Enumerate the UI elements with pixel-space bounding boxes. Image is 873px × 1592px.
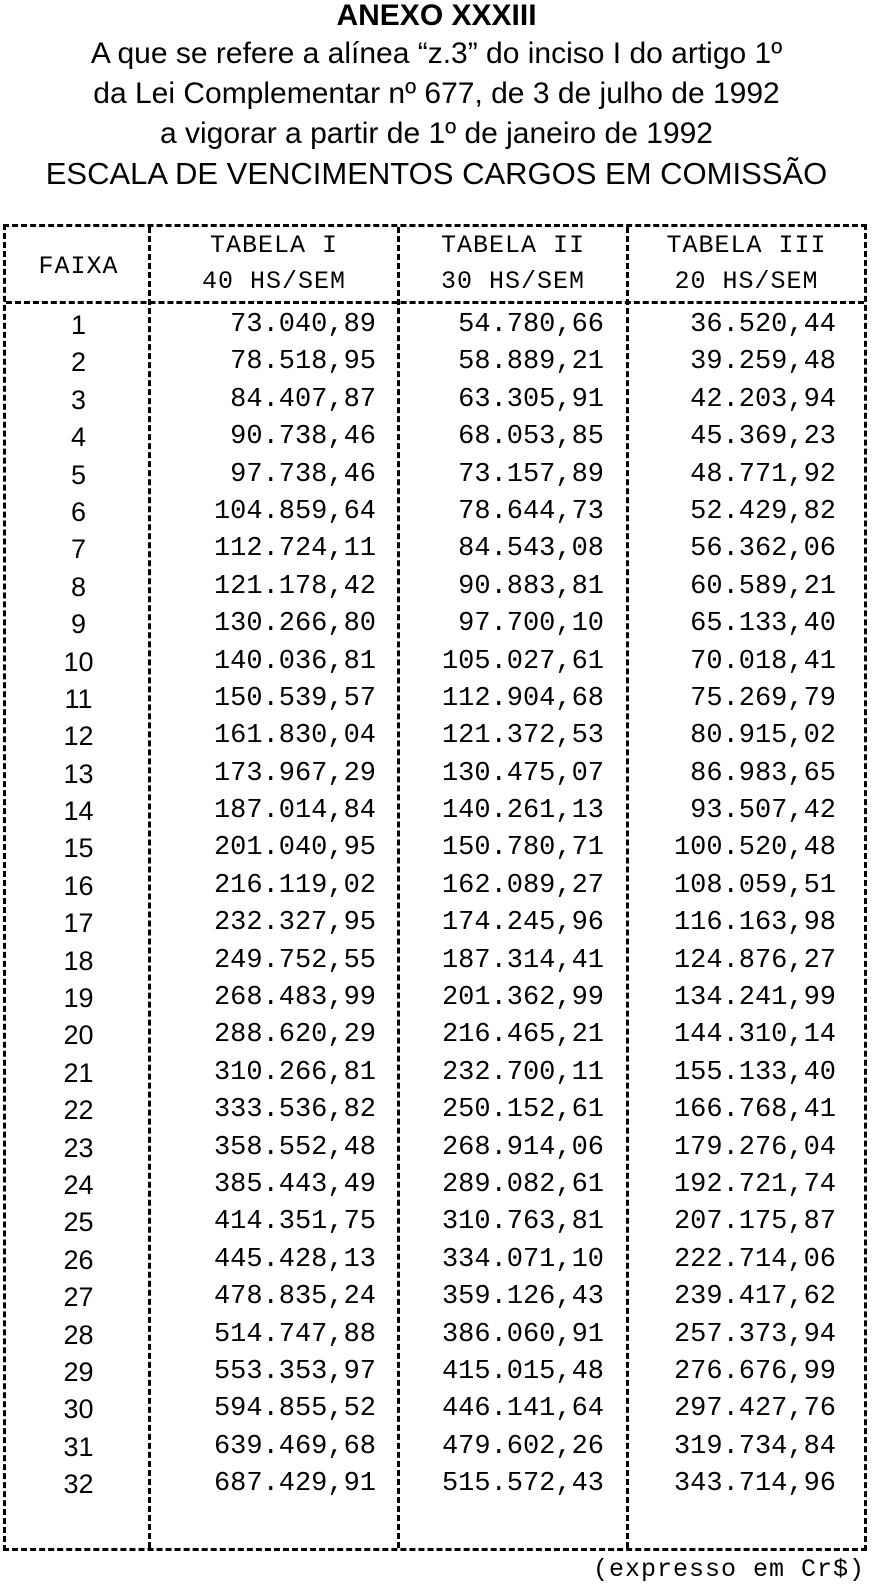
faixa-cell: 13 <box>63 758 94 789</box>
faixa-cell: 20 <box>63 1020 94 1051</box>
table-row <box>6 1279 864 1316</box>
currency-footnote: (expresso em Cr$) <box>592 1555 865 1584</box>
table-row <box>6 1055 864 1092</box>
header-line-4: ESCALA DE VENCIMENTOS CARGOS EM COMISSÃO <box>45 156 828 191</box>
table-row <box>6 718 864 755</box>
tabela-1-cell: 121.178,42 <box>213 571 376 602</box>
tabela-1-cell: 333.536,82 <box>213 1095 376 1126</box>
tabela-2-cell: 73.157,89 <box>458 459 604 490</box>
column-header-tabela-2 <box>400 227 626 301</box>
table-row <box>6 494 864 531</box>
tabela-3-cell: 108.059,51 <box>673 870 836 901</box>
tabela-3-cell: 93.507,42 <box>690 796 836 827</box>
tabela-3-cell: 42.203,94 <box>690 384 836 415</box>
tabela-1-cell: 514.747,88 <box>213 1319 376 1350</box>
tabela-1-cell: 249.752,55 <box>213 945 376 976</box>
table-row <box>6 1391 864 1428</box>
tabela-2-cell: 268.914,06 <box>441 1132 604 1163</box>
tabela-1-cell: 73.040,89 <box>230 310 376 340</box>
tabela-2-cell: 310.763,81 <box>441 1207 604 1238</box>
tabela-1-cell: 445.428,13 <box>213 1244 376 1275</box>
tabela-1-cell: 414.351,75 <box>213 1207 376 1238</box>
tabela-2-cell: 174.245,96 <box>441 908 604 939</box>
tabela-1-cell: 130.266,80 <box>213 609 376 640</box>
tabela-3-cell: 52.429,82 <box>690 496 836 527</box>
table-row <box>6 531 864 568</box>
faixa-cell: 28 <box>63 1319 94 1350</box>
tabela-2-cell: 150.780,71 <box>441 833 604 864</box>
tabela-2-cell: 121.372,53 <box>441 721 604 752</box>
faixa-cell: 25 <box>63 1207 94 1238</box>
faixa-cell: 18 <box>63 945 94 976</box>
tabela-1-cell: 232.327,95 <box>213 908 376 939</box>
faixa-cell: 24 <box>63 1169 94 1200</box>
tabela-1-cell: 104.859,64 <box>213 496 376 527</box>
table-row <box>6 1429 864 1466</box>
tabela-2-cell: 58.889,21 <box>458 347 604 378</box>
tabela-1-cell: 78.518,95 <box>230 347 376 378</box>
tabela-1-cell: 201.040,95 <box>213 833 376 864</box>
header-line-3: a vigorar a partir de 1º de janeiro de 1992 <box>160 117 713 150</box>
faixa-cell: 2 <box>70 347 87 378</box>
tabela-2-cell: 334.071,10 <box>441 1244 604 1275</box>
tabela-3-cell: 60.589,21 <box>690 571 836 602</box>
tabela-2-cell: 515.572,43 <box>441 1469 604 1500</box>
table-row <box>6 756 864 793</box>
tabela-2-cell: 250.152,61 <box>441 1095 604 1126</box>
table-row <box>6 644 864 681</box>
table-row <box>6 1092 864 1129</box>
tabela-3-cell: 116.163,98 <box>673 908 836 939</box>
faixa-cell: 10 <box>63 646 94 677</box>
header-divider <box>6 301 864 304</box>
tabela-3-cell: 155.133,40 <box>673 1057 836 1088</box>
faixa-cell: 30 <box>63 1394 94 1425</box>
faixa-cell: 6 <box>70 496 87 527</box>
table-row <box>6 1242 864 1279</box>
tabela-3-cell: 319.734,84 <box>673 1431 836 1462</box>
tabela-2-cell: 479.602,26 <box>441 1431 604 1462</box>
tabela-3-cell: 192.721,74 <box>673 1169 836 1200</box>
faixa-cell: 7 <box>70 534 87 565</box>
tabela-2-cell: 140.261,13 <box>441 796 604 827</box>
faixa-cell: 11 <box>64 683 93 714</box>
tabela-3-cell: 276.676,99 <box>673 1356 836 1387</box>
faixa-cell: 9 <box>70 609 87 640</box>
tabela-2-cell: 187.314,41 <box>441 945 604 976</box>
table-row <box>6 868 864 905</box>
tabela-2-cell: 54.780,66 <box>458 310 604 340</box>
tabela-2-cell: 105.027,61 <box>441 646 604 677</box>
column-header-name: TABELA II <box>440 231 586 260</box>
faixa-cell: 27 <box>63 1282 94 1313</box>
tabela-3-cell: 222.714,06 <box>673 1244 836 1275</box>
tabela-1-cell: 173.967,29 <box>213 758 376 789</box>
tabela-2-cell: 201.362,99 <box>441 983 604 1014</box>
salary-table <box>3 224 867 1551</box>
faixa-cell: 26 <box>63 1244 94 1275</box>
tabela-2-cell: 289.082,61 <box>441 1169 604 1200</box>
header-line-2: da Lei Complementar nº 677, de 3 de julho de 1992 <box>93 77 780 110</box>
column-header-name: TABELA III <box>666 231 827 260</box>
tabela-1-cell: 288.620,29 <box>213 1020 376 1051</box>
document-header <box>0 0 873 194</box>
column-header-tabela-1 <box>151 227 397 301</box>
tabela-1-cell: 150.539,57 <box>213 683 376 714</box>
faixa-cell: 22 <box>63 1095 94 1126</box>
tabela-3-cell: 257.373,94 <box>673 1319 836 1350</box>
tabela-3-cell: 179.276,04 <box>673 1132 836 1163</box>
faixa-cell: 32 <box>63 1469 94 1500</box>
tabela-2-cell: 112.904,68 <box>441 683 604 714</box>
tabela-2-cell: 90.883,81 <box>458 571 604 602</box>
table-row <box>6 830 864 867</box>
faixa-cell: 29 <box>63 1356 94 1387</box>
tabela-3-cell: 70.018,41 <box>690 646 836 677</box>
table-row <box>6 943 864 980</box>
tabela-2-cell: 162.089,27 <box>441 870 604 901</box>
tabela-1-cell: 84.407,87 <box>230 384 376 415</box>
tabela-2-cell: 63.305,91 <box>458 384 604 415</box>
table-row <box>6 1017 864 1054</box>
tabela-3-cell: 36.520,44 <box>690 310 836 340</box>
table-row <box>6 1317 864 1354</box>
table-row <box>6 905 864 942</box>
faixa-cell: 1 <box>70 310 87 340</box>
tabela-3-cell: 86.983,65 <box>690 758 836 789</box>
annex-title: ANEXO XXXIII <box>336 0 537 32</box>
tabela-1-cell: 553.353,97 <box>213 1356 376 1387</box>
tabela-2-cell: 232.700,11 <box>441 1057 604 1088</box>
tabela-2-cell: 446.141,64 <box>441 1394 604 1425</box>
tabela-2-cell: 84.543,08 <box>458 534 604 565</box>
tabela-3-cell: 39.259,48 <box>690 347 836 378</box>
tabela-1-cell: 687.429,91 <box>213 1469 376 1500</box>
tabela-1-cell: 639.469,68 <box>213 1431 376 1462</box>
tabela-1-cell: 385.443,49 <box>213 1169 376 1200</box>
tabela-3-cell: 56.362,06 <box>690 534 836 565</box>
tabela-3-cell: 207.175,87 <box>673 1207 836 1238</box>
faixa-cell: 19 <box>63 983 94 1014</box>
table-row <box>6 1167 864 1204</box>
tabela-1-cell: 112.724,11 <box>213 534 376 565</box>
faixa-cell: 14 <box>63 796 94 827</box>
tabela-3-cell: 75.269,79 <box>690 683 836 714</box>
tabela-3-cell: 65.133,40 <box>690 609 836 640</box>
table-row <box>6 1466 864 1503</box>
column-header-hours: 30 HS/SEM <box>440 267 586 296</box>
faixa-cell: 15 <box>63 833 94 864</box>
table-row <box>6 793 864 830</box>
tabela-3-cell: 297.427,76 <box>673 1394 836 1425</box>
column-header-hours: 20 HS/SEM <box>674 267 819 296</box>
tabela-1-cell: 594.855,52 <box>213 1394 376 1425</box>
tabela-2-cell: 130.475,07 <box>441 758 604 789</box>
table-row <box>6 1204 864 1241</box>
tabela-3-cell: 134.241,99 <box>673 983 836 1014</box>
faixa-cell: 16 <box>63 870 94 901</box>
table-row <box>6 457 864 494</box>
tabela-1-cell: 187.014,84 <box>213 796 376 827</box>
faixa-cell: 5 <box>70 459 87 490</box>
tabela-2-cell: 68.053,85 <box>458 422 604 453</box>
tabela-1-cell: 161.830,04 <box>213 721 376 752</box>
tabela-3-cell: 239.417,62 <box>673 1282 836 1313</box>
column-header-hours: 40 HS/SEM <box>201 267 347 296</box>
table-row <box>6 344 864 381</box>
table-row <box>6 1130 864 1167</box>
table-row <box>6 307 864 344</box>
tabela-3-cell: 144.310,14 <box>673 1020 836 1051</box>
header-line-1: A que se refere a alínea “z.3” do inciso I do artigo 1º <box>90 37 783 70</box>
tabela-2-cell: 216.465,21 <box>441 1020 604 1051</box>
faixa-cell: 3 <box>70 384 87 415</box>
column-header-faixa: FAIXA <box>38 252 119 281</box>
table-row <box>6 1354 864 1391</box>
tabela-3-cell: 100.520,48 <box>673 833 836 864</box>
table-row <box>6 382 864 419</box>
tabela-1-cell: 140.036,81 <box>213 646 376 677</box>
tabela-1-cell: 268.483,99 <box>213 983 376 1014</box>
table-body <box>6 307 864 1504</box>
tabela-3-cell: 45.369,23 <box>690 422 836 453</box>
faixa-cell: 21 <box>63 1057 94 1088</box>
tabela-1-cell: 90.738,46 <box>230 422 376 453</box>
faixa-cell: 8 <box>70 571 87 602</box>
tabela-3-cell: 80.915,02 <box>690 721 836 752</box>
faixa-cell: 4 <box>70 422 87 453</box>
table-row <box>6 419 864 456</box>
tabela-1-cell: 358.552,48 <box>213 1132 376 1163</box>
tabela-2-cell: 386.060,91 <box>441 1319 604 1350</box>
tabela-3-cell: 166.768,41 <box>673 1095 836 1126</box>
tabela-2-cell: 415.015,48 <box>441 1356 604 1387</box>
tabela-1-cell: 478.835,24 <box>213 1282 376 1313</box>
tabela-1-cell: 216.119,02 <box>213 870 376 901</box>
faixa-cell: 23 <box>63 1132 94 1163</box>
column-header-tabela-3 <box>629 227 864 301</box>
tabela-2-cell: 359.126,43 <box>441 1282 604 1313</box>
table-row <box>6 681 864 718</box>
faixa-cell: 31 <box>63 1431 94 1462</box>
column-header-name: TABELA I <box>209 231 339 260</box>
tabela-3-cell: 124.876,27 <box>673 945 836 976</box>
faixa-cell: 12 <box>63 721 94 752</box>
tabela-1-cell: 97.738,46 <box>230 459 376 490</box>
table-row <box>6 569 864 606</box>
faixa-cell: 17 <box>63 908 94 939</box>
tabela-3-cell: 48.771,92 <box>690 459 836 490</box>
tabela-1-cell: 310.266,81 <box>213 1057 376 1088</box>
tabela-2-cell: 78.644,73 <box>458 496 604 527</box>
table-row <box>6 606 864 643</box>
tabela-2-cell: 97.700,10 <box>458 609 604 640</box>
table-row <box>6 980 864 1017</box>
tabela-3-cell: 343.714,96 <box>673 1469 836 1500</box>
